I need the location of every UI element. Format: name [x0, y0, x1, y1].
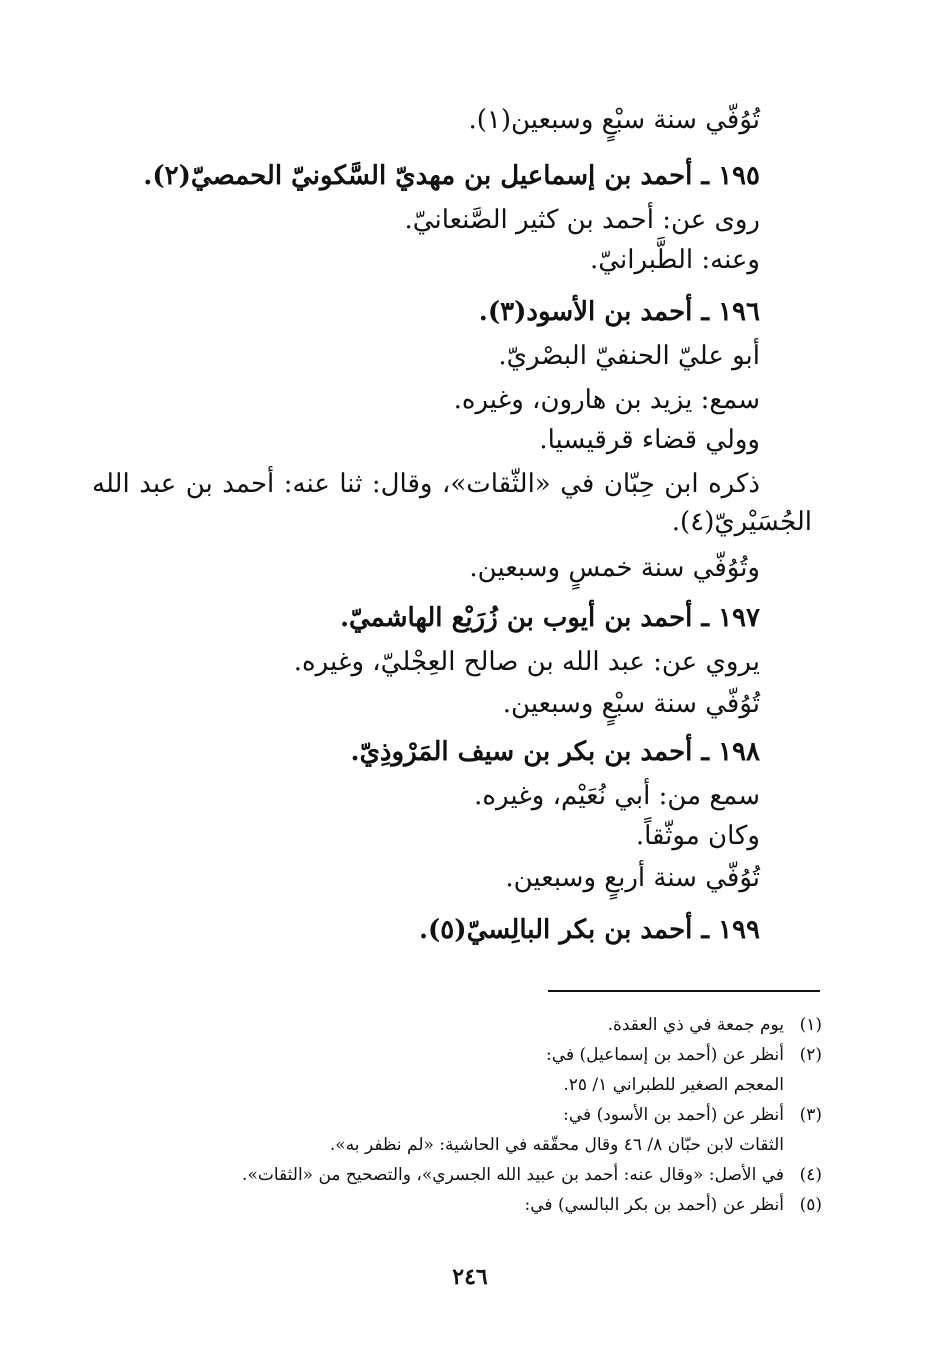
footnote-2-continuation: المعجم الصغير للطبراني ١/ ٢٥. [563, 1075, 784, 1095]
entry-199-heading: ١٩٩ ـ أحمد بن بكر البالِسيّ(٥). [418, 915, 760, 945]
footnote-1 [608, 1012, 822, 1038]
footnote-number: (٢) [799, 1045, 822, 1065]
entry-196-ibn-hibban-line: ذكره ابن حِبّان في «الثّقات»، وقال: ثنا عنه: أحمد بن عبد الله [92, 469, 760, 499]
footnote-3-continuation: الثقات لابن حبّان ٨/ ٤٦ وقال محقّقه في الحاشية: «لم نظفر به». [329, 1135, 784, 1155]
entry-198-trustworthy: وكان موثّقاً. [635, 821, 760, 851]
footnote-divider [548, 990, 820, 992]
entry-196-heading: ١٩٦ ـ أحمد بن الأسود(٣). [478, 297, 760, 327]
footnote-number: (٣) [799, 1105, 822, 1125]
entry-196-death-line: وتُوُفّي سنة خمسٍ وسبعين. [469, 553, 760, 583]
footnote-5 [525, 1192, 822, 1218]
page-number: ٢٤٦ [452, 1264, 488, 1290]
entry-194-death-line: تُوُفّي سنة سبْعٍ وسبعين(١). [468, 105, 760, 135]
entry-197-narrates-from: يروي عن: عبد الله بن صالح العِجْليّ، وغيره. [293, 647, 760, 677]
entry-196-kunya: أبو عليّ الحنفيّ البصْريّ. [498, 341, 760, 371]
footnote-3 [563, 1102, 822, 1128]
footnote-number: (٥) [799, 1195, 822, 1215]
entry-197-death-line: تُوُفّي سنة سبْعٍ وسبعين. [502, 689, 760, 719]
footnote-number: (١) [799, 1015, 822, 1035]
entry-198-death-line: تُوُفّي سنة أربعٍ وسبعين. [505, 863, 760, 893]
entry-196-ibn-hibban-continuation: الجُسَيْريّ(٤). [671, 507, 812, 537]
entry-195-narrated-from: روى عن: أحمد بن كثير الصَّنعانيّ. [404, 205, 760, 235]
entry-195-heading: ١٩٥ ـ أحمد بن إسماعيل بن مهديّ السَّكونيّ الحمصيّ(٢). [143, 161, 760, 191]
footnote-text: في الأصل: «وقال عنه: أحمد بن عبيد الله الجسري»، والتصحيح من «الثقات». [242, 1165, 784, 1185]
entry-198-heading: ١٩٨ ـ أحمد بن بكر بن سيف المَرْوذِيّ. [350, 737, 760, 767]
entry-196-judgeship: وولي قضاء قرقيسيا. [539, 425, 760, 455]
entry-195-narrated-by: وعنه: الطَّبرانيّ. [590, 245, 760, 275]
footnote-number: (٤) [799, 1165, 822, 1185]
entry-197-heading: ١٩٧ ـ أحمد بن أيوب بن زُرَيْع الهاشميّ. [339, 603, 760, 633]
footnote-text: أنظر عن (أحمد بن الأسود) في: [563, 1105, 784, 1125]
footnote-4 [242, 1162, 822, 1188]
footnote-text: يوم جمعة في ذي العقدة. [607, 1015, 784, 1035]
entry-198-heard-from: سمع من: أبي نُعَيْم، وغيره. [474, 781, 760, 811]
entry-196-heard-from: سمع: يزيد بن هارون، وغيره. [453, 385, 760, 415]
footnote-2 [546, 1042, 822, 1068]
footnote-text: أنظر عن (أحمد بن إسماعيل) في: [546, 1045, 784, 1065]
footnote-text: أنظر عن (أحمد بن بكر البالسي) في: [524, 1195, 784, 1215]
